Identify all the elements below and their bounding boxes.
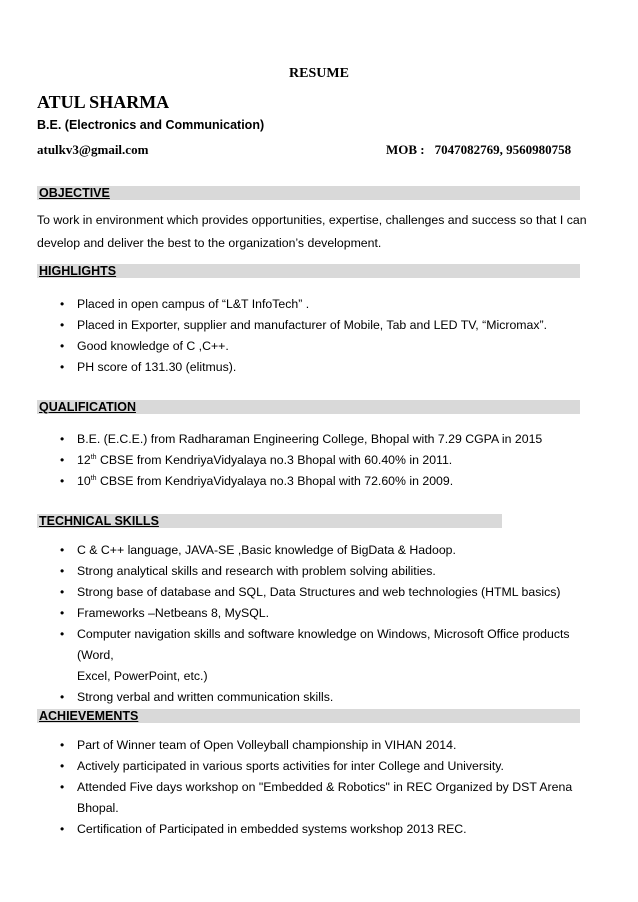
bullet-icon: •: [60, 564, 65, 578]
objective-text: To work in environment which provides opportunities, expertise, challenges and success so that I can develop and deliver the best to the organization’s development.: [37, 213, 587, 250]
bullet-icon: •: [60, 432, 65, 446]
list-item: • Frameworks –Netbeans 8, MySQL.: [0, 603, 600, 624]
bullet-icon: •: [60, 585, 65, 599]
candidate-email: atulkv3@gmail.com: [37, 142, 149, 157]
technical-skills-section-header: [37, 514, 502, 528]
bullet-icon: •: [60, 759, 65, 773]
mobile-numbers: 7047082769, 9560980758: [434, 142, 572, 157]
list-item: • B.E. (E.C.E.) from Radharaman Engineering College, Bhopal with 7.29 CGPA in 2015: [0, 429, 600, 450]
bullet-icon: •: [60, 318, 65, 332]
candidate-name: ATUL SHARMA: [37, 92, 170, 112]
list-item: • Placed in Exporter, supplier and manufacturer of Mobile, Tab and LED TV, “Micromax”.: [0, 315, 600, 336]
candidate-mobile: [386, 142, 571, 158]
bullet-icon: •: [60, 780, 65, 794]
list-item: • Part of Winner team of Open Volleyball championship in VIHAN 2014.: [0, 735, 600, 756]
list-item: • Placed in open campus of “L&T InfoTech” .: [0, 294, 600, 315]
list-item: • Good knowledge of C ,C++.: [0, 336, 600, 357]
list-item: • Strong analytical skills and research with problem solving abilities.: [0, 561, 600, 582]
bullet-icon: •: [60, 543, 65, 557]
bullet-icon: •: [60, 606, 65, 620]
technical-skills-list: [0, 540, 600, 708]
list-item: • Attended Five days workshop on "Embedded & Robotics" in REC Organized by DST Arena Bhopal.: [0, 777, 600, 819]
list-item: • Certification of Participated in embedded systems workshop 2013 REC.: [0, 819, 600, 840]
bullet-icon: •: [60, 474, 65, 488]
bullet-icon: •: [60, 360, 65, 374]
qualification-title: QUALIFICATION: [39, 400, 136, 414]
mobile-label: MOB :: [386, 142, 425, 157]
objective-section-header: [37, 186, 580, 200]
bullet-icon: •: [60, 297, 65, 311]
list-item: • 10th CBSE from KendriyaVidyalaya no.3 Bhopal with 72.60% in 2009.: [0, 471, 600, 492]
achievements-list: [0, 735, 600, 840]
list-item: • C & C++ language, JAVA-SE ,Basic knowledge of BigData & Hadoop.: [0, 540, 600, 561]
qualification-section-header: [37, 400, 580, 414]
highlights-title: HIGHLIGHTS: [39, 264, 117, 278]
list-item: • PH score of 131.30 (elitmus).: [0, 357, 600, 378]
candidate-degree: B.E. (Electronics and Communication): [37, 118, 265, 132]
objective-title: OBJECTIVE: [39, 186, 110, 200]
bullet-icon: •: [60, 690, 65, 704]
qualification-list: [0, 429, 600, 492]
bullet-icon: •: [60, 822, 65, 836]
document-title: RESUME: [289, 66, 349, 81]
list-item: • Computer navigation skills and software knowledge on Windows, Microsoft Office products (Word, Excel, PowerPoint, etc.): [0, 624, 600, 687]
achievements-title: ACHIEVEMENTS: [39, 709, 139, 723]
list-item: • Actively participated in various sports activities for inter College and University.: [0, 756, 600, 777]
achievements-section-header: [37, 709, 580, 723]
list-item: • 12th CBSE from KendriyaVidyalaya no.3 Bhopal with 60.40% in 2011.: [0, 450, 600, 471]
bullet-icon: •: [60, 453, 65, 467]
bullet-icon: •: [60, 339, 65, 353]
technical-skills-title: TECHNICAL SKILLS: [39, 514, 159, 528]
bullet-icon: •: [60, 738, 65, 752]
list-item: • Strong base of database and SQL, Data Structures and web technologies (HTML basics): [0, 582, 600, 603]
list-item: • Strong verbal and written communication skills.: [0, 687, 600, 708]
bullet-icon: •: [60, 627, 65, 641]
highlights-section-header: [37, 264, 580, 278]
highlights-list: [0, 294, 600, 378]
